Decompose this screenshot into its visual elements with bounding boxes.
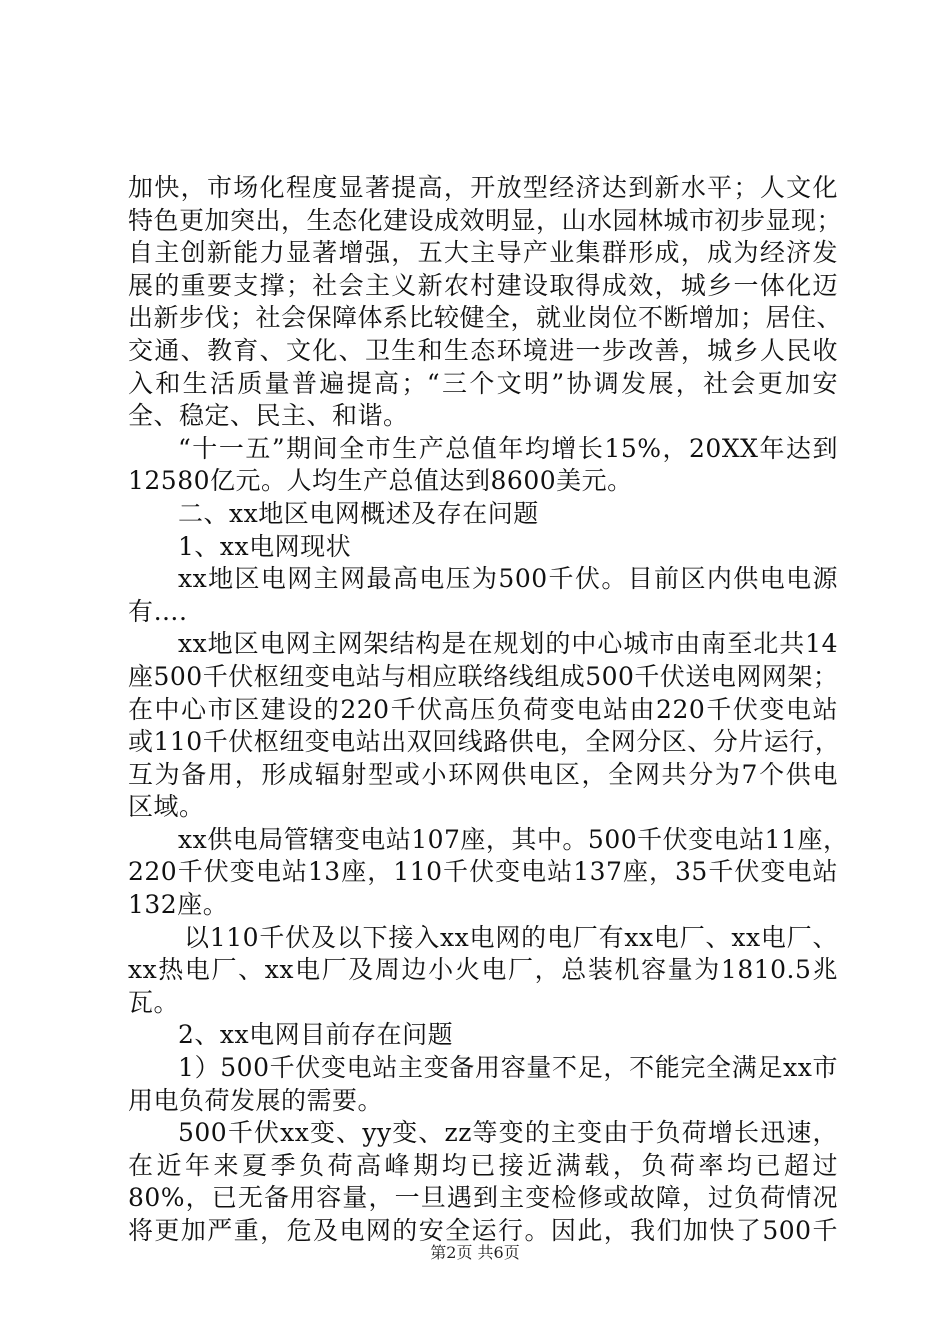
paragraph-line: 加快，市场化程度显著提高，开放型经济达到新水平；人文化 (128, 173, 838, 202)
paragraph-line: 展的重要支撑；社会主义新农村建设取得成效，城乡一体化迈 (128, 270, 838, 300)
paragraph-line: 以110千伏及以下接入xx电网的电厂有xx电厂、xx电厂、 (184, 922, 838, 952)
paragraph-line: 500千伏xx变、yy变、zz等变的主变由于负荷增长迅速， (178, 1118, 838, 1148)
section-heading: 二、xx地区电网概述及存在问题 (178, 498, 539, 528)
paragraph-line: “十一五”期间全市生产总值年均增长15%，20XX年达到 (178, 433, 838, 463)
paragraph-line: 瓦。 (128, 987, 180, 1017)
paragraph-line: 用电负荷发展的需要。 (128, 1085, 384, 1115)
paragraph-line: 132座。 (128, 890, 229, 920)
paragraph-line: xx供电局管辖变电站107座，其中。500千伏变电站11座， (178, 824, 849, 854)
paragraph-line: 全、稳定、民主、和谐。 (128, 401, 409, 431)
paragraph-line: 将更加严重，危及电网的安全运行。因此，我们加快了500千 (128, 1216, 838, 1245)
subsection-heading: 2、xx电网目前存在问题 (178, 1020, 454, 1050)
paragraph-line: xx地区电网主网最高电压为500千伏。目前区内供电电源 (178, 564, 838, 594)
paragraph-line: 80%，已无备用容量，一旦遇到主变检修或故障，过负荷情况 (128, 1183, 838, 1213)
paragraph-line: 互为备用，形成辐射型或小环网供电区，全网共分为7个供电 (128, 759, 838, 789)
paragraph-line: 在中心市区建设的220千伏高压负荷变电站由220千伏变电站 (128, 694, 838, 724)
page-number-footer: 第2页 共6页 (430, 1243, 520, 1262)
document-body (128, 172, 849, 1248)
paragraph-line: 自主创新能力显著增强，五大主导产业集群形成，成为经济发 (128, 238, 838, 268)
paragraph-line: 特色更加突出，生态化建设成效明显，山水园林城市初步显现； (128, 205, 843, 235)
paragraph-line: 有…. (128, 596, 188, 626)
paragraph-line: 1）500千伏变电站主变备用容量不足，不能完全满足xx市 (178, 1053, 838, 1083)
subsection-heading: 1、xx电网现状 (178, 531, 352, 561)
paragraph-line: 或110千伏枢纽变电站出双回线路供电，全网分区、分片运行， (128, 727, 841, 757)
paragraph-line: xx热电厂、xx电厂及周边小火电厂，总装机容量为1810.5兆 (128, 955, 838, 985)
paragraph-line: 出新步伐；社会保障体系比较健全，就业岗位不断增加；居住、 (128, 303, 843, 333)
paragraph-line: 座500千伏枢纽变电站与相应联络线组成500千伏送电网网架； (128, 661, 839, 691)
paragraph-line: 交通、教育、文化、卫生和生态环境进一步改善，城乡人民收 (128, 335, 838, 365)
paragraph-line: 区域。 (128, 792, 205, 822)
paragraph-line: xx地区电网主网架结构是在规划的中心城市由南至北共14 (178, 629, 838, 659)
paragraph-line: 入和生活质量普遍提高；“三个文明”协调发展，社会更加安 (128, 368, 838, 398)
paragraph-line: 12580亿元。人均生产总值达到8600美元。 (128, 466, 633, 496)
paragraph-line: 在近年来夏季负荷高峰期均已接近满载，负荷率均已超过 (128, 1150, 838, 1180)
paragraph-line: 220千伏变电站13座，110千伏变电站137座，35千伏变电站 (128, 857, 838, 887)
